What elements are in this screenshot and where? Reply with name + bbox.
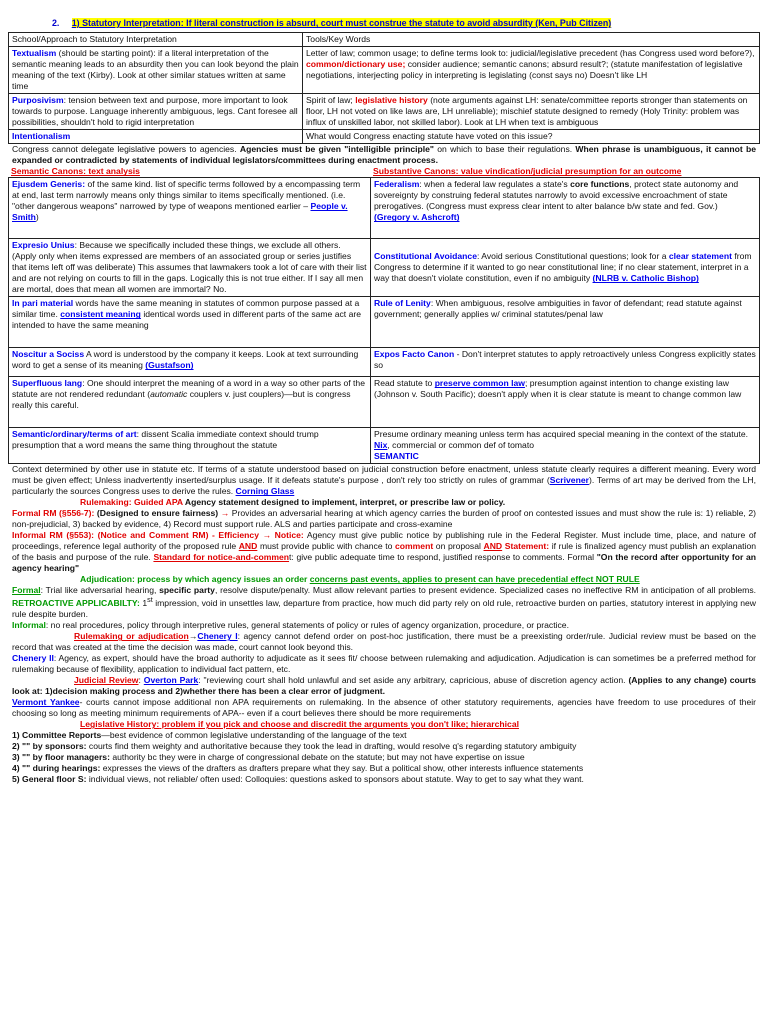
ordinary-meaning-cell: Presume ordinary meaning unless term has acquired special meaning in the context of the statute. Nix, commercial or common def of tomato SEMANTIC [371,428,760,464]
informal-rm-paragraph: Informal RM (§553): (Notice and Comment RM) - Efficiency → Notice: Agency must give public notice by publishing rule in the Federal Register. Must include time, place, and nature of proceedings, reference legal authority of the proposed rule AND must provide public with chance to comment on proposal AND Statement: if rule is finalized agency must publish an explanation of the basis and purpose of the rule. Standard for notice-and-comment: give public adequate time to respond, justified response to comments. Formal "On the record after opportunity for an agency hearing" [12,530,757,574]
column-header: Tools/Key Words [303,33,760,47]
table-row [9,297,760,348]
formal-rm-paragraph: Formal RM (§556-7): (Designed to ensure fairness) → Provides an adversarial hearing at which agency carries the burden of proof on contested issues and must show the rule is: 1) reliable, 2) non-prejudicial, 3) backed by evidence, 4) Record must support rule. ALS and parties participate and cross-examine [12,508,756,530]
case-link[interactable]: Chenery I [197,631,238,642]
interpretation-table [8,32,760,144]
expos-facto-cell: Expos Facto Canon - Don't interpret statutes to apply retroactively unless Congress explicitly states so [371,348,760,377]
rulemaking-heading: Rulemaking: Guided APA Agency statement designed to implement, interpret, or prescribe law or policy. [80,497,506,508]
table-row [9,94,760,130]
list-item: 2) "" by sponsors: courts find them weighty and authoritative because they took the lead in drafting, would resolve q's regarding statutory ambiguity [12,741,577,752]
arrow-icon: → [188,631,198,642]
judicial-review-paragraph: Judicial Review: Overton Park: "reviewing court shall hold unlawful and set aside any arbitrary, capricious, abuse of discretion agency action. (Applies to any change) courts look at: 1)decision making process and 2)whether there has been a clear error of judgment. [12,675,756,697]
case-link[interactable]: Nix [374,440,388,451]
constitutional-avoidance-cell: Constitutional Avoidance: Avoid serious Constitutional questions; look for a clear statement from Congress to determine if it wanted to go near constitutional line; if no clear statement, interpret in a way that doesn't violate constitution, even if no ambiguity (NLRB v. Catholic Bishop) [371,239,760,297]
common-law-cell: Read statute to preserve common law; presumption against intention to change existing law (Johnson v. South Pacific); doesn't apply when it is clear statute is meant to change common law [371,377,760,428]
semantic-art-cell: Semantic/ordinary/terms of art: dissent Scalia immediate context should trump presumption that a word means the same thing throughout the statute [9,428,371,464]
table-row [9,130,760,144]
substantive-canons-heading: Substantive Canons: value vindication/judicial presumption for an outcome [373,166,682,177]
table-header-row [9,33,760,47]
vermont-yankee-paragraph: Vermont Yankee- courts cannot impose additional non APA requirements on rulemaking. In the absence of other statutory requirements, agencies have freedom to use procedures of their choosing so long as meeting minimum requirements of APA-- even if a court believes there should be more requirements [12,697,757,719]
legislative-history-list [8,730,760,785]
superfluous-cell: Superfluous lang: One should interpret the meaning of a word in a way so other parts of the statute are not rendered redundant (automatic couplers v. just couplers)—but is congress really this careful. [9,377,371,428]
table-row [9,178,760,239]
purposivism-tools-cell: Spirit of law; legislative history (note arguments against LH: senate/committee reports stronger than statements on floor, LH not voted on like laws are, LH unreliable); mischief statute designed to remedy (Holy Trinity: problem was influx of unskilled labor, not skilled labor). Look at LH when text is ambiguous [303,94,760,130]
chenery-one-paragraph: Rulemaking or adjudication→Chenery I: agency cannot defend order on post-hoc justification, there must be a preexisting order/rule. Judicial review must be based on the record that was created at the time the decision was made, court cannot look beyond this. [12,631,756,653]
outline-page [8,0,760,785]
list-item: 5) General floor S: individual views, not reliable/ often used: Colloquies: questions asked to sponsors about statute. Way to get to say what they want. [12,774,584,785]
term-label: Purposivism [12,95,64,106]
section-title: 1) Statutory Interpretation: If literal construction is absurd, court must construe the statute to avoid absurdity (Ken, Pub Citizen) [71,18,612,28]
textualism-cell: Textualism (should be starting point): if a literal interpretation of the semantic meaning leads to an absurdity then you can look beyond the plain meaning of the text (Kirby). Look at other similar statues written at same time [9,47,303,94]
ejusdem-cell: Ejusdem Generis: of the same kind. list of specific terms followed by a encompassing term at end, last term narrowly means only things similar to items specifically mentioned. (i.e. "other dangerous weapons" narrowed by type of weapons mentioned earlier – People v. Smith) [9,178,371,239]
list-item: 1) Committee Reports—best evidence of common legislative understanding of the language of the text [12,730,407,741]
case-link[interactable]: (Gustafson) [145,360,194,371]
lenity-cell: Rule of Lenity: When ambiguous, resolve ambiguities in favor of defendant; read statute against government; generally applies w/ criminal statutes/penal law [371,297,760,348]
list-item: 3) "" by floor managers: authority bc they were in charge of congressional debate on the statute; but may not have expertise on issue [12,752,525,763]
adjudication-heading: Adjudication: process by which agency issues an order concerns past events, applies to present can have precedential effect NOT RULE [80,574,640,585]
canons-header-row [8,166,760,177]
legislative-history-heading: Legislative History: problem if you pick and choose and discredit the arguments you don't like; hierarchical [80,719,519,730]
term-label: Intentionalism [12,131,71,142]
arrow-icon: → [220,508,230,519]
purposivism-cell: Purposivism: tension between text and purpose, more important to look towards to purpose. Language inherently ambiguous, legs. Cant foresee all possibilities, shouldn't hold to rigid interpretation [9,94,303,130]
case-link[interactable]: (NLRB v. Catholic Bishop) [592,273,699,284]
table-row [9,47,760,94]
column-header: School/Approach to Statutory Interpretation [9,33,303,47]
formal-adjudication-paragraph: Formal: Trial like adversarial hearing, specific party, resolve dispute/penalty. Must allow relevant parties to present evidence. Specialized cases no ineffective RM in anticipation of all problems. RETROACTIVE APPLICABILTY: 1st impression, void in unsettles law, departure from practice, how much did party rely on old rule, retroactive burden on parties, statutory interest in applying new rule despite burden. [12,585,757,620]
list-item: 4) "" during hearings: expresses the views of the drafters as drafters prepare what they say. But a political show, other interests influence statements [12,763,584,774]
semantic-canons-heading: Semantic Canons: text analysis [11,166,140,177]
intentionalism-tools-cell: What would Congress enacting statute have voted on this issue? [303,130,760,144]
delegation-paragraph: Congress cannot delegate legislative powers to agencies. Agencies must be given "intelligible principle" on which to base their regulations. When phrase is unambiguous, it cannot be expanded or contradicted by statements of individual legislators/committees during enactment process. [12,144,756,166]
canons-table [8,177,760,464]
section-number: 2. [52,18,60,28]
context-paragraph: Context determined by other use in statute etc. If terms of a statute understood based on judicial construction before enactment, unless statute clearly requires a different meaning. Every word must be given effect; Unless inadvertently inserted/surplus usage. If it defeats statute's purpose , don't rely too strictly on rules of grammar (Scrivener). Terms of art may be derived from the LH, particularly the sources Congress uses to derive the rules. Corning Glass [12,464,756,497]
case-link[interactable]: Scrivener [549,475,589,486]
intentionalism-cell [9,130,303,144]
table-row [9,377,760,428]
in-pari-cell: In pari material words have the same meaning in statutes of common purpose passed at a similar time. consistent meaning identical words used in different parts of the same act are intended to have the same meaning [9,297,371,348]
case-link[interactable]: Corning Glass [235,486,295,497]
term-label: Textualism [12,48,57,59]
case-link[interactable]: Vermont Yankee [12,697,80,708]
table-row [9,428,760,464]
case-link[interactable]: People v. Smith [12,201,348,223]
semantic-tag: SEMANTIC [374,451,419,462]
informal-adjudication-paragraph: Informal: no real procedures, policy through interpretive rules, general statements of policy or rules of agency organization, procedure, or practice. [12,620,569,631]
table-row [9,239,760,297]
case-link[interactable]: (Gregory v. Ashcroft) [374,212,460,223]
table-row [9,348,760,377]
textualism-tools-cell: Letter of law; common usage; to define terms look to: judicial/legislative precedent (has Congress used word before?), common/dictionary use; consider audience; semantic canons; absurd result?; (statute manifestation of legislative negotiations, interjecting policy in interpreting is legislating (const says no) Doesn't like LH [303,47,760,94]
chenery-two-paragraph: Chenery II: Agency, as expert, should have the broad authority to adjudicate as it sees fit/ choose between rulemaking and adjudication. Adjudication is can sometimes be a preferred method for rulemaking because of flexibility, application to individual fact pattern, etc. [12,653,756,675]
federalism-cell: Federalism: when a federal law regulates a state's core functions, protect state autonomy and sovereignty by construing federal statutes narrowly to avoid excessive encroachment of state prerogatives. (Congress must express clear intent to alter balance b/w state and fed. Gov.) (Gregory v. Ashcroft) [371,178,760,239]
arrow-icon: → [262,530,272,541]
case-link[interactable]: Overton Park [143,675,199,686]
section-heading [52,18,760,29]
expresio-cell: Expresio Unius: Because we specifically included these things, we exclude all others. (Apply only when items expressed are members of an associated group or series justifies that items left off was deliberate) This assumes that lawmakers took a lot of care with their list and are not relying on courts to fill in the gaps. Logically this is not true either. If I say all men are mortal, does that mean all women are immortal? No. [9,239,371,297]
noscitur-cell: Noscitur a Sociss A word is understood by the company it keeps. Look at text surrounding word to get a sense of its meaning (Gustafson) [9,348,371,377]
